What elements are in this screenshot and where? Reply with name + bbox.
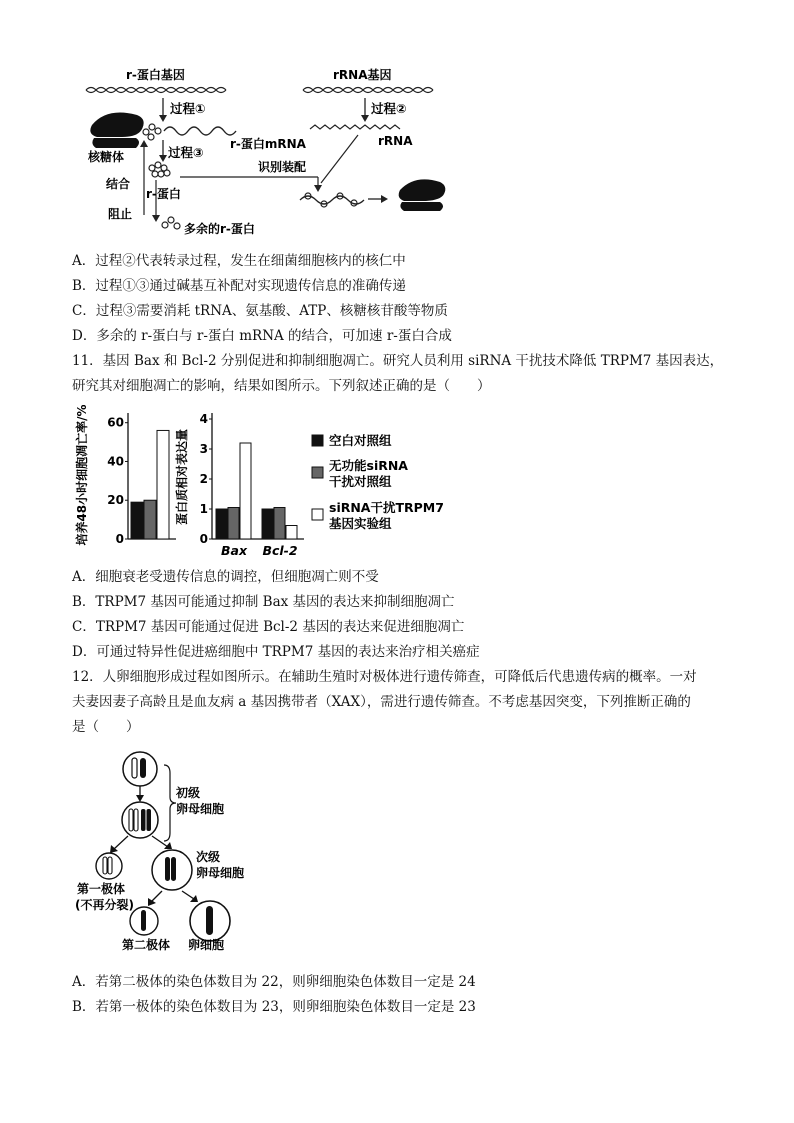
chart1-ytick-label: 20	[107, 493, 124, 508]
legend-label-nonfunctional-sirna-1: 无功能siRNA	[329, 458, 408, 473]
r-protein-gene-label: r-蛋白基因	[126, 68, 185, 82]
chart2-ytick-label: 3	[199, 442, 208, 456]
second-polar-body-label: 第二极体	[122, 938, 171, 952]
q12-option-a: A．若第二极体的染色体数目为 22，则卵细胞染色体数目一定是 24	[72, 974, 476, 990]
chart1-ytick-label: 0	[115, 532, 124, 546]
chart2-bar	[262, 509, 273, 539]
primary-oocyte-label-2: 卵母细胞	[176, 802, 225, 816]
legend	[312, 433, 444, 531]
legend-swatch-nonfunctional-sirna	[312, 467, 323, 478]
process2-label: 过程②	[371, 101, 407, 116]
chart2-ytick-label: 2	[199, 472, 208, 486]
q10-option-b: B．过程①③通过碱基互补配对实现遗传信息的准确传递	[72, 278, 406, 294]
legend-label-blank-control: 空白对照组	[329, 433, 392, 448]
rrna-strand	[310, 125, 400, 129]
secondary-oocyte-label-2: 卵母细胞	[196, 866, 245, 880]
legend-label-trpm7-experiment-2: 基因实验组	[329, 516, 392, 531]
chart2-bar	[216, 509, 227, 539]
chart2-ylabel: 蛋白质相对表达量	[175, 428, 189, 526]
chart2-ytick-label: 0	[199, 532, 208, 546]
chart2-bar	[240, 443, 251, 539]
q11-bar-charts	[72, 405, 472, 565]
rrna-gene-label: rRNA基因	[333, 68, 392, 82]
chart1-ytick-label: 60	[107, 415, 124, 430]
recognize-assemble-label: 识别装配	[258, 160, 307, 174]
chart2-category-label: Bcl-2	[262, 543, 298, 558]
chart1-bar	[131, 502, 143, 539]
chart2-bar	[286, 526, 297, 540]
oogenesis-svg	[72, 745, 292, 955]
excess-r-protein-label: 多余的r-蛋白	[184, 222, 255, 236]
r-protein-mrna-strand	[164, 127, 236, 135]
egg-cell-label: 卵细胞	[188, 938, 225, 952]
chart1-bar	[157, 430, 169, 539]
chart2-bar	[274, 508, 285, 540]
secondary-oocyte-label-1: 次级	[196, 850, 221, 864]
legend-label-nonfunctional-sirna-2: 干扰对照组	[329, 474, 392, 489]
primary-oocyte-cell	[122, 802, 158, 838]
ribosome-label: 核糖体	[88, 150, 125, 164]
q12-stem-line1: 12．人卵细胞形成过程如图所示。在辅助生殖时对极体进行遗传筛查，可降低后代患遗传病的概率。一对	[72, 669, 697, 685]
q12-oogenesis-diagram	[72, 745, 292, 955]
r-protein-label: r-蛋白	[146, 187, 181, 201]
q12-option-b: B．若第一极体的染色体数目为 23，则卵细胞染色体数目一定是 23	[72, 999, 476, 1015]
block-label: 阻止	[108, 207, 133, 221]
q12-stem-line3: 是（ ）	[72, 719, 140, 735]
q11-stem-line2: 研究其对细胞凋亡的影响，结果如图所示。下列叙述正确的是（ ）	[72, 378, 491, 394]
q10-option-c: C．过程③需要消耗 tRNA、氨基酸、ATP、核糖核苷酸等物质	[72, 303, 448, 319]
legend-swatch-blank-control	[312, 435, 323, 446]
chart2-ytick-label: 4	[199, 412, 208, 426]
q11-option-b: B．TRPM7 基因可能通过抑制 Bax 基因的表达来抑制细胞凋亡	[72, 594, 455, 610]
gene-expression-diagram	[78, 65, 478, 245]
process1-label: 过程①	[170, 101, 206, 116]
r-protein-cluster	[149, 162, 170, 177]
q10-option-d: D．多余的 r-蛋白与 r-蛋白 mRNA 的结合，可加速 r-蛋白合成	[72, 328, 452, 344]
chart1-bar	[144, 500, 156, 539]
legend-label-trpm7-experiment-1: siRNA干扰TRPM7	[329, 500, 444, 515]
q11-option-d: D．可通过特异性促进癌细胞中 TRPM7 基因的表达来治疗相关癌症	[72, 644, 480, 660]
process3-label: 过程③	[168, 145, 204, 160]
q10-option-a: A．过程②代表转录过程，发生在细菌细胞核内的核仁中	[72, 253, 406, 269]
first-polar-body-label-1: 第一极体	[77, 882, 126, 896]
bind-label: 结合	[106, 177, 131, 191]
q10-diagram	[78, 65, 478, 245]
rrna-label: rRNA	[378, 134, 413, 148]
q11-stem-line1: 11．基因 Bax 和 Bcl-2 分别促进和抑制细胞凋亡。研究人员利用 siRNA 干扰技术降低 TRPM7 基因表达，	[72, 353, 724, 369]
chart1-ylabel: 培养48小时细胞凋亡率/%	[75, 405, 89, 546]
chart1-ytick-label: 40	[107, 454, 124, 469]
q12-stem-line2: 夫妻因妻子高龄且是血友病 a 基因携带者（XAX），需进行遗传筛查。不考虑基因突变，下列推断正确的	[72, 694, 691, 710]
q11-option-a: A．细胞衰老受遗传信息的调控，但细胞凋亡则不受	[72, 569, 379, 585]
legend-swatch-trpm7-experiment	[312, 509, 323, 520]
q11-figure	[72, 405, 472, 565]
ribosome-shape	[90, 113, 143, 148]
assembled-ribosome-shape	[399, 179, 446, 211]
chart2-bar	[228, 508, 239, 540]
chart2-ytick-label: 1	[199, 502, 208, 516]
r-protein-mrna-label: r-蛋白mRNA	[230, 137, 306, 151]
first-polar-body-label-2: (不再分裂)	[75, 898, 134, 912]
chart2-category-label: Bax	[220, 543, 248, 558]
q11-option-c: C．TRPM7 基因可能通过促进 Bcl-2 基因的表达来促进细胞凋亡	[72, 619, 465, 635]
primary-oocyte-label-1: 初级	[176, 786, 201, 800]
